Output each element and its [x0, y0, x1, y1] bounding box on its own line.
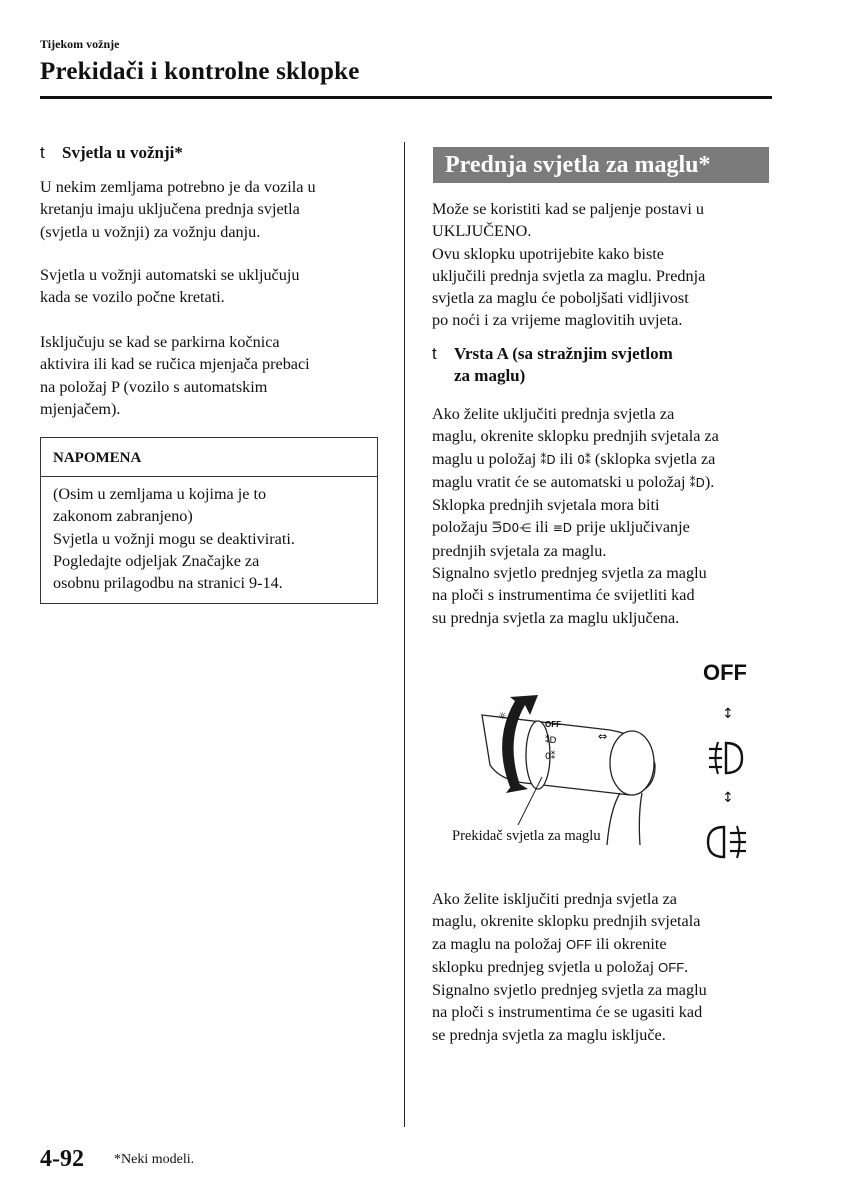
- footnote: *Neki modeli.: [114, 1152, 195, 1167]
- text-line: (svjetla u vožnji) za vožnju danju.: [40, 222, 261, 241]
- text-span: maglu vratit će se automatski u položaj: [432, 472, 686, 491]
- up-down-arrow-icon: ↕: [722, 706, 734, 722]
- svg-text:⇔: ⇔: [598, 730, 608, 743]
- section-title: Svjetla u vožnji*: [62, 143, 183, 162]
- note-box: [40, 437, 378, 604]
- text-line: Sklopka prednjih svjetala mora biti: [432, 496, 660, 515]
- note-line: (Osim u zemljama u kojima je to: [53, 485, 267, 503]
- text-span: ili: [535, 518, 549, 537]
- text-line: mjenjačem).: [40, 399, 121, 418]
- left-paragraph-3: [40, 331, 385, 420]
- fog-switch-illustration: [470, 685, 680, 850]
- text-line: Signalno svjetlo prednjeg svjetla za maglu: [432, 981, 707, 1000]
- text-line: [432, 471, 777, 494]
- subsection-title-line: Vrsta A (sa stražnjim svjetlom: [454, 344, 673, 363]
- text-line: maglu, okrenite sklopku prednjih svjetala za: [432, 427, 719, 446]
- rear-fog-icon: 0⁑: [577, 452, 591, 467]
- section-band-fog-lights: Prednja svjetla za maglu*: [433, 147, 769, 183]
- text-span: prije uključivanje: [576, 518, 690, 537]
- note-body: [41, 477, 377, 594]
- text-span: maglu u položaj: [432, 449, 537, 468]
- note-heading: NAPOMENA: [41, 438, 377, 477]
- front-fog-light-icon: [706, 738, 744, 778]
- text-line: [432, 516, 777, 539]
- rear-fog-light-icon: [706, 822, 750, 862]
- text-span: (sklopka svjetla za: [594, 449, 716, 468]
- text-span: položaju: [432, 518, 488, 537]
- right-intro: [432, 198, 777, 332]
- front-fog-icon: ⁑D: [540, 452, 556, 467]
- page-number: 4-92: [40, 1146, 84, 1172]
- parking-light-icon: ⋽D0⋲: [491, 521, 532, 536]
- text-line: [432, 933, 777, 956]
- text-line: se prednja svjetla za maglu isključe.: [432, 1025, 666, 1044]
- column-divider: [404, 142, 405, 1127]
- bullet-marker: t: [40, 143, 45, 162]
- text-line: maglu, okrenite sklopku prednjih svjetala: [432, 912, 701, 931]
- text-line: na ploči s instrumentima će se ugasiti kad: [432, 1003, 703, 1022]
- off-symbol: OFF: [658, 959, 685, 975]
- note-line: osobnu prilagodbu na stranici 9-14.: [53, 574, 283, 593]
- headlight-icon: ≡D: [552, 521, 573, 536]
- text-line: Signalno svjetlo prednjeg svjetla za maglu: [432, 564, 707, 583]
- section-heading-daytime-lights: [40, 142, 183, 164]
- text-line: Ovu sklopku upotrijebite kako biste: [432, 244, 664, 263]
- text-line: na ploči s instrumentima će svijetliti kad: [432, 586, 695, 605]
- text-line: uključili prednja svjetla za maglu. Prednja: [432, 266, 706, 285]
- off-symbol: OFF: [565, 936, 592, 952]
- text-line: prednjih svjetala za maglu.: [432, 541, 607, 560]
- right-paragraph-type-a: [432, 403, 777, 629]
- text-span: .: [684, 957, 689, 976]
- text-line: Može se koristiti kad se paljenje postavi u: [432, 200, 704, 218]
- text-line: Svjetla u vožnji automatski se uključuju: [40, 266, 300, 284]
- text-line: Ako želite isključiti prednja svjetla za: [432, 890, 677, 908]
- text-line: aktivira ili kad se ručica mjenjača prebaci: [40, 355, 310, 374]
- off-position-label: OFF: [703, 660, 747, 685]
- text-line: su prednja svjetla za maglu uključena.: [432, 608, 680, 627]
- left-paragraph-2: [40, 264, 385, 309]
- text-line: [432, 448, 777, 471]
- svg-text:☼: ☼: [498, 711, 507, 722]
- text-line: kada se vozilo počne kretati.: [40, 288, 225, 307]
- note-line: Svjetla u vožnji mogu se deaktivirati.: [53, 529, 295, 548]
- title-rule: [40, 96, 772, 99]
- up-down-arrow-icon: ↕: [722, 790, 734, 806]
- text-line: po noći i za vrijeme maglovitih uvjeta.: [432, 311, 683, 330]
- text-line: [432, 956, 777, 979]
- note-line: zakonom zabranjeno): [53, 507, 193, 526]
- bullet-marker: t: [432, 344, 437, 363]
- front-fog-icon: ⁑D: [689, 475, 705, 490]
- chapter-label: Tijekom vožnje: [40, 37, 120, 51]
- right-paragraph-switch-off: [432, 888, 777, 1046]
- subsection-heading-type-a: [432, 343, 673, 387]
- text-line: U nekim zemljama potrebno je da vozila u: [40, 178, 316, 196]
- text-span: ili okrenite: [596, 934, 667, 953]
- subsection-title-line: za maglu): [454, 366, 526, 385]
- left-paragraph-1: [40, 176, 385, 243]
- page-title: Prekidači i kontrolne sklopke: [40, 58, 360, 85]
- text-line: UKLJUČENO.: [432, 222, 532, 241]
- text-line: Ako želite uključiti prednja svjetla za: [432, 405, 675, 423]
- svg-text:⁑D: ⁑D: [545, 736, 557, 746]
- text-line: na položaj P (vozilo s automatskim: [40, 377, 268, 396]
- text-span: ili: [559, 449, 574, 468]
- switch-off-label: OFF: [545, 720, 561, 729]
- text-span: za maglu na položaj: [432, 934, 562, 953]
- text-line: kretanju imaju uključena prednja svjetla: [40, 200, 300, 219]
- svg-text:0⁑: 0⁑: [545, 752, 556, 762]
- text-line: Isključuju se kad se parkirna kočnica: [40, 333, 280, 351]
- figure-caption: Prekidač svjetla za maglu: [452, 828, 601, 844]
- note-line: Pogledajte odjeljak Značajke za: [53, 551, 260, 570]
- text-line: svjetla za maglu će poboljšati vidljivost: [432, 289, 689, 308]
- text-span: sklopku prednjeg svjetla u položaj: [432, 957, 655, 976]
- text-span: ).: [704, 472, 715, 491]
